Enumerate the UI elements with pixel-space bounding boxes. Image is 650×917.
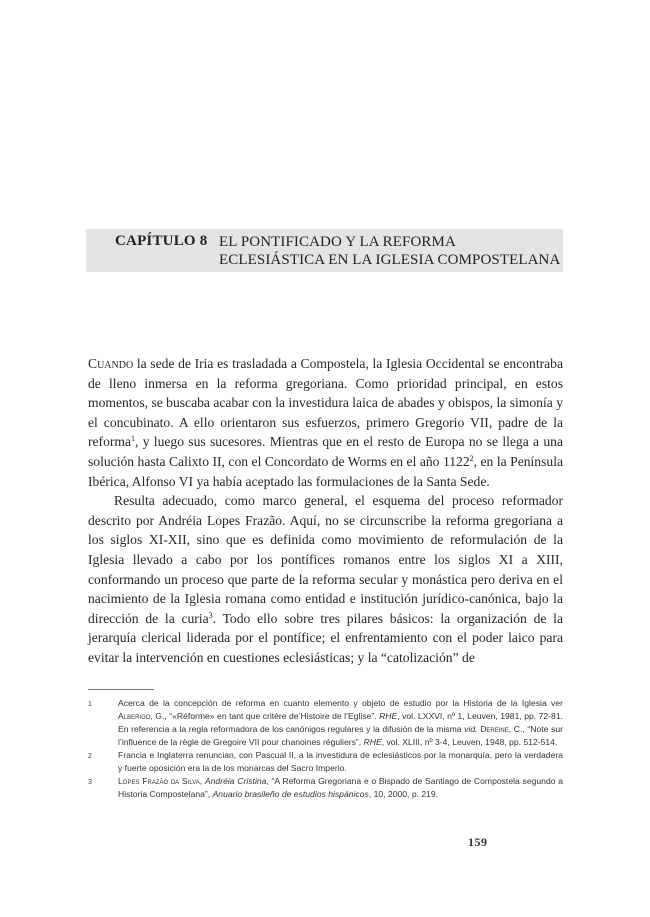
footnote-number: 1 <box>88 701 92 708</box>
footnote-text: Lopes Frazão da Silva, Andréia Cristina, “A Reforma Gregoriana e o Bispado de Santiago de Compostela segundo a Historia Compostelana”, Anuario brasileño de estudios hispánicos, 10, 2000, p. 219. <box>118 776 564 799</box>
footnote-text: Francia e Inglaterra renuncian, con Pascual II, a la investidura de eclesiásticos por la monarquía, pero la verdadera y fuerte oposición era la de los monarcas del Sacro Imperio. <box>118 750 563 773</box>
footnotes <box>88 697 563 801</box>
footnote-ref-2: 2 <box>469 453 474 463</box>
footnote-number: 2 <box>88 753 92 760</box>
chapter-title-line-1: EL PONTIFICADO Y LA REFORMA <box>219 234 456 250</box>
paragraph-lead-word: Cuando <box>88 356 134 371</box>
chapter-header <box>86 229 563 272</box>
footnote-1 <box>88 697 563 749</box>
page-number: 159 <box>468 835 488 849</box>
chapter-title <box>219 233 560 269</box>
chapter-title-line-2: ECLESIÁSTICA EN LA IGLESIA COMPOSTELANA <box>219 252 561 268</box>
footnote-number: 3 <box>88 779 92 786</box>
footnote-2 <box>88 749 563 775</box>
chapter-label: CAPÍTULO 8 <box>115 233 208 249</box>
body-text <box>88 354 563 668</box>
paragraph-1: Cuando la sede de Iria es trasladada a Compostela, la Iglesia Occidental se encontraba de lleno inmersa en la reforma gregoriana. Como prioridad principal, en estos momentos, se buscaba acabar con la investidura laica de abades y obispos, la simonía y el concubinato. A ello orientaron sus esfuerzos, primero Gregorio VII, padre de la reforma$^1$, y luego sus sucesores. Mientras que en el resto de Europa no se llega a una solución hasta Calixto II, con el Concordato de Worms en el año 1122$^2$, en la Península Ibérica, Alfonso VI ya había aceptado las formulaciones de la Santa Sede. <box>88 356 563 489</box>
footnote-ref-3: 3 <box>208 610 213 620</box>
footnote-divider <box>88 689 154 690</box>
footnote-ref-1: 1 <box>131 434 136 444</box>
footnote-3 <box>88 775 563 801</box>
footnote-text: Acerca de la concepción de reforma en cuanto elemento y objeto de estudio por la Historia de la Iglesia ver Alberigo, G., “«Réforme» en tant que critère de’Histoire de l’Eglise”. RHE, vol. LXXVI, nº 1, Leuven, 1981, pp. 72-81. En referencia a la regla reformadora de los canónigos regulares y la difusión de la misma vid. Dereine, C., “Note sur l’influence de la règle de Gregoire VII pour chanoines réguliers”, RHE, vol. XLIII, nº 3-4, Leuven, 1948, pp. 512-514. <box>118 698 564 747</box>
paragraph-2: Resulta adecuado, como marco general, el esquema del proceso reformador descrito por Andréia Lopes Frazão. Aquí, no se circunscribe la reforma gregoriana a los siglos XI-XII, sino que es definida como movimiento de reformulación de la Iglesia llevado a cabo por los pontífices romanos entre los siglos XI a XIII, conformando un proceso que parte de la reforma secular y monástica pero deriva en el nacimiento de la Iglesia romana como entidad e institución jurídico-canónica, bajo la dirección de la curia$^3$. Todo ello sobre tres pilares básicos: la organización de la jerarquía clerical liderada por el pontífice; el enfrentamiento con el poder laico para evitar la intervención en cuestiones eclesiásticas; y la “catolización” de <box>88 493 563 665</box>
